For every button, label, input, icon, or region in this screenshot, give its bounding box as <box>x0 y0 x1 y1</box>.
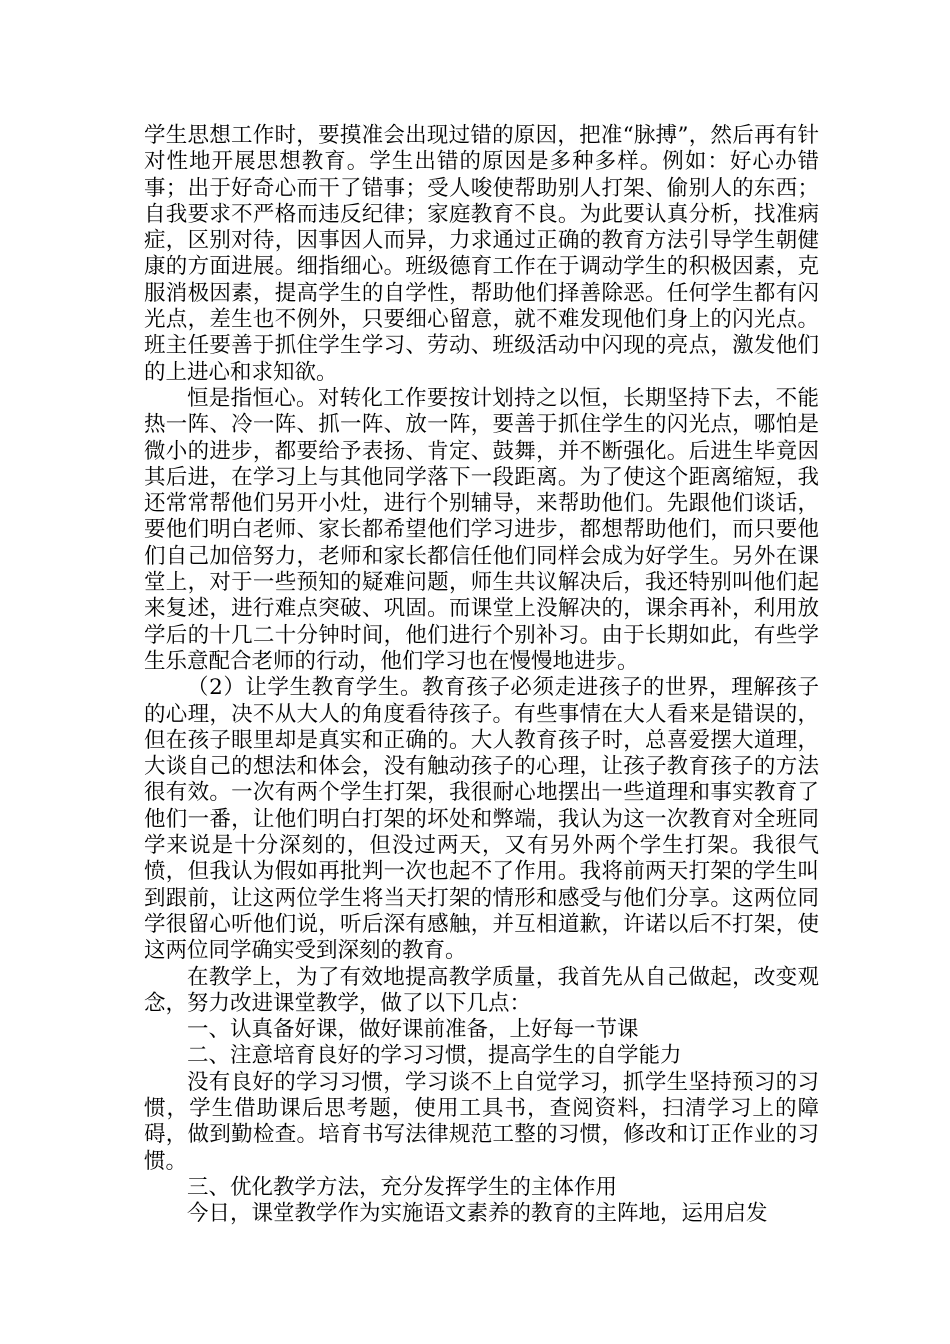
paragraph-1: 学生思想工作时，要摸准会出现过错的原因，把准“脉搏”，然后再有针对性地开展思想教育。学生出错的原因是多种多样。例如：好心办错事；出于好奇心而干了错事；受人唆使帮助别人打架、偷别人的东西；自我要求不严格而违反纪律；家庭教育不良。为此要认真分析，找准病症，区别对待，因事因人而异，力求通过正确的教育方法引导学生朝健康的方面进展。细指细心。班级德育工作在于调动学生的积极因素，克服消极因素，提高学生的自学性，帮助他们择善除恶。任何学生都有闪光点，差生也不例外，只要细心留意，就不难发现他们身上的闪光点。班主任要善于抓住学生学习、劳动、班级活动中闪现的亮点，激发他们的上进心和求知欲。 <box>144 123 819 385</box>
paragraph-2: 恒是指恒心。对转化工作要按计划持之以恒，长期坚持下去，不能热一阵、冷一阵、抓一阵、放一阵，要善于抓住学生的闪光点，哪怕是微小的进步，都要给予表扬、肯定、鼓舞，并不断强化。后进生毕竟因其后进，在学习上与其他同学落下一段距离。为了使这个距离缩短，我还常常帮他们另开小灶，进行个别辅导，来帮助他们。先跟他们谈话，要他们明白老师、家长都希望他们学习进步，都想帮助他们，而只要他们自己加倍努力，老师和家长都信任他们同样会成为好学生。另外在课堂上，对于一些预知的疑难问题，师生共议解决后，我还特别叫他们起来复述，进行难点突破、巩固。而课堂上没解决的，课余再补，利用放学后的十几二十分钟时间，他们进行个别补习。由于长期如此，有些学生乐意配合老师的行动，他们学习也在慢慢地进步。 <box>144 385 819 674</box>
paragraph-4: 在教学上，为了有效地提高教学质量，我首先从自己做起，改变观念，努力改进课堂教学，做了以下几点： <box>144 964 819 1016</box>
paragraph-6: 二、注意培育良好的学习习惯，提高学生的自学能力 <box>187 1043 682 1069</box>
paragraph-7: 没有良好的学习习惯，学习谈不上自觉学习，抓学生坚持预习的习惯，学生借助课后思考题，使用工具书，查阅资料，扫清学习上的障碍，做到勤检查。培育书写法律规范工整的习惯，修改和订正作业的习惯。 <box>144 1069 819 1174</box>
paragraph-9: 今日，课堂教学作为实施语文素养的教育的主阵地，运用启发 <box>187 1201 768 1227</box>
paragraph-8: 三、优化教学方法，充分发挥学生的主体作用 <box>187 1174 618 1200</box>
document-body <box>144 123 819 1227</box>
paragraph-3: （2）让学生教育学生。教育孩子必须走进孩子的世界，理解孩子的心理，决不从大人的角度看待孩子。有些事情在大人看来是错误的，但在孩子眼里却是真实和正确的。大人教育孩子时，总喜爱摆大道理，大谈自己的想法和体会，没有触动孩子的心理，让孩子教育孩子的方法很有效。一次有两个学生打架，我很耐心地摆出一些道理和事实教育了他们一番，让他们明白打架的坏处和弊端，我认为这一次教育对全班同学来说是十分深刻的，但没过两天，又有另外两个学生打架。我很气愤，但我认为假如再批判一次也起不了作用。我将前两天打架的学生叫到跟前，让这两位学生将当天打架的情形和感受与他们分享。这两位同学很留心听他们说，听后深有感触，并互相道歉，许诺以后不打架，使这两位同学确实受到深刻的教育。 <box>144 675 819 964</box>
paragraph-5: 一、认真备好课，做好课前准备，上好每一节课 <box>187 1017 639 1043</box>
